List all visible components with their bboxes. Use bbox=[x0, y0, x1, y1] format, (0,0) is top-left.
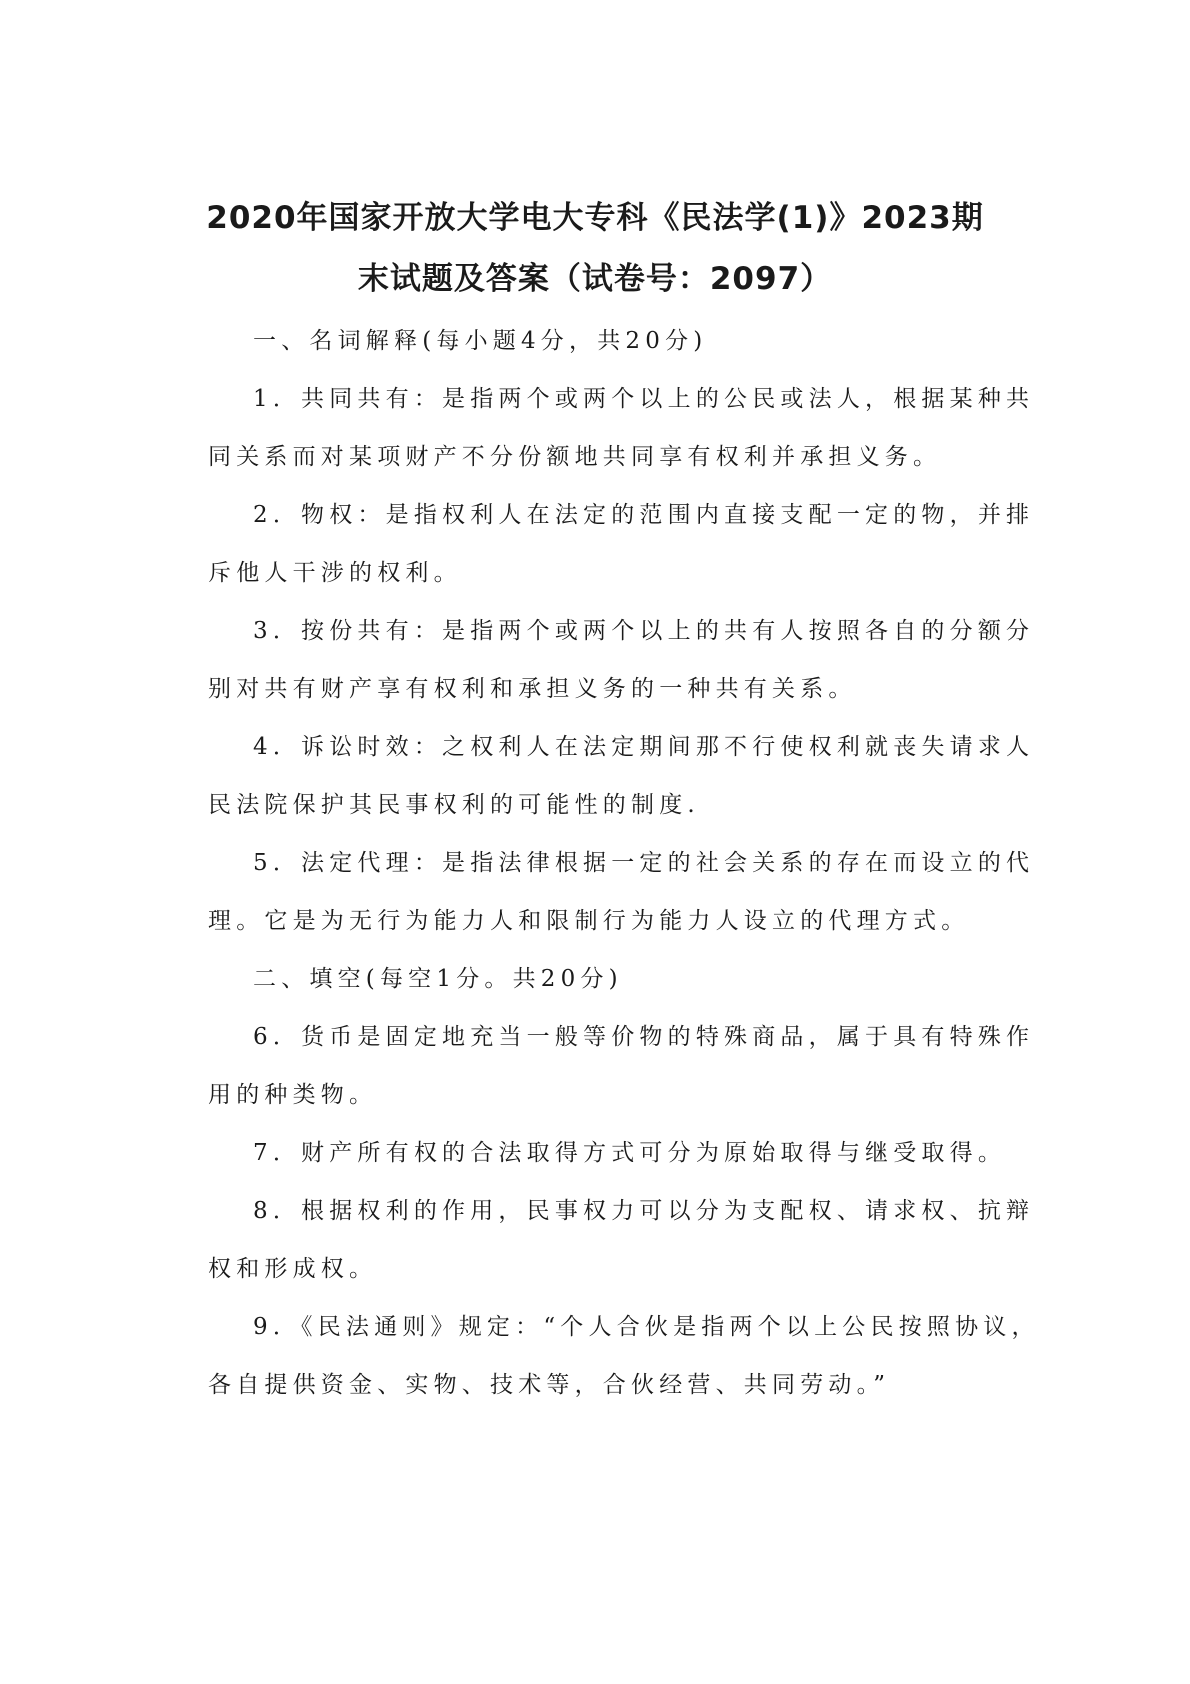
item-continuation-line: 权和形成权。 bbox=[208, 1256, 378, 1282]
item-first-line: 3．按份共有：是指两个或两个以上的共有人按照各自的分额分 bbox=[253, 618, 1035, 644]
item-continuation-line: 用的种类物。 bbox=[208, 1082, 378, 1108]
item-continuation-line: 斥他人干涉的权利。 bbox=[208, 560, 462, 586]
item-first-line: 5．法定代理：是指法律根据一定的社会关系的存在而设立的代 bbox=[253, 850, 1035, 876]
item-continuation-line: 理。它是为无行为能力人和限制行为能力人设立的代理方式。 bbox=[208, 908, 970, 934]
document-title-line-2: 末试题及答案（试卷号：2097） bbox=[357, 261, 833, 297]
item-continuation-line: 各自提供资金、实物、技术等，合伙经营、共同劳动。” bbox=[208, 1372, 891, 1398]
section-heading: 二、填空(每空1分。共20分) bbox=[253, 966, 623, 992]
item-first-line: 1．共同共有：是指两个或两个以上的公民或法人，根据某种共 bbox=[253, 386, 1035, 412]
item-first-line: 4．诉讼时效：之权利人在法定期间那不行使权利就丧失请求人 bbox=[253, 734, 1035, 760]
item-continuation-line: 民法院保护其民事权利的可能性的制度. bbox=[208, 792, 700, 818]
section-heading: 一、名词解释(每小题4分，共20分) bbox=[253, 328, 708, 354]
item-first-line: 9．《民法通则》规定：“个人合伙是指两个以上公民按照协议， bbox=[253, 1314, 1040, 1340]
item-first-line: 6．货币是固定地充当一般等价物的特殊商品，属于具有特殊作 bbox=[253, 1024, 1035, 1050]
item-first-line: 7．财产所有权的合法取得方式可分为原始取得与继受取得。 bbox=[253, 1140, 1007, 1166]
item-first-line: 8．根据权利的作用，民事权力可以分为支配权、请求权、抗辩 bbox=[253, 1198, 1035, 1224]
item-continuation-line: 别对共有财产享有权利和承担义务的一种共有关系。 bbox=[208, 676, 857, 702]
item-continuation-line: 同关系而对某项财产不分份额地共同享有权利并承担义务。 bbox=[208, 444, 942, 470]
document-title-line-1: 2020年国家开放大学电大专科《民法学(1)》2023期 bbox=[206, 200, 984, 236]
item-first-line: 2．物权：是指权利人在法定的范围内直接支配一定的物，并排 bbox=[253, 502, 1035, 528]
